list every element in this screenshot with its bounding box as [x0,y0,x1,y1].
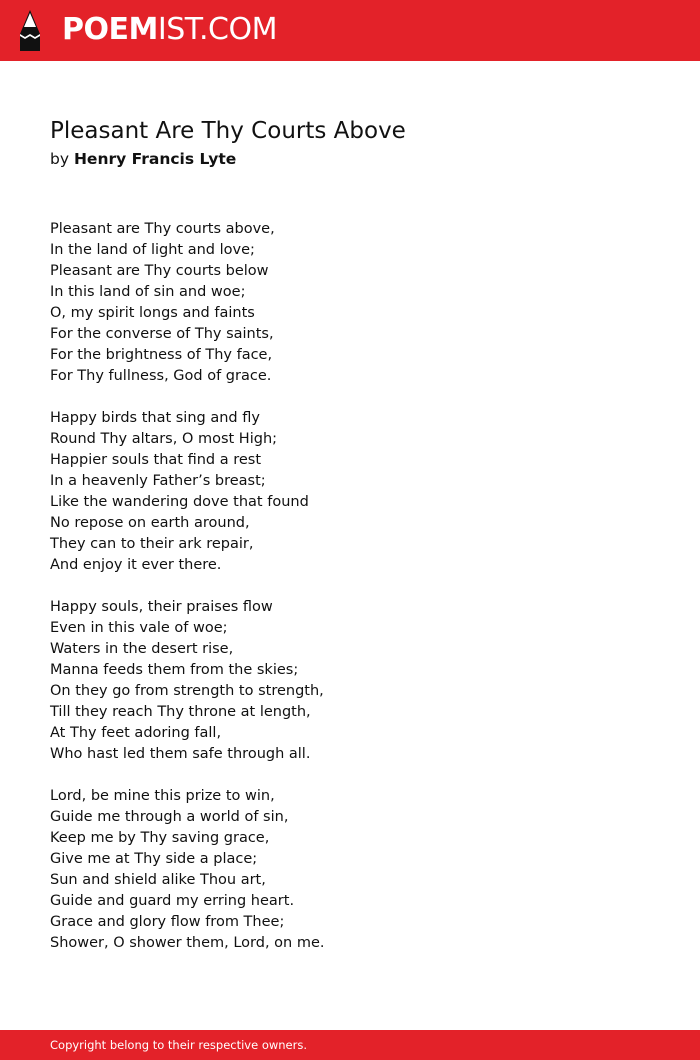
poem-line: At Thy feet adoring fall, [50,725,222,741]
poem-line: They can to their ark repair, [50,536,254,552]
poem-line: O, my spirit longs and faints [50,305,255,321]
poem-line: In this land of sin and woe; [50,284,246,300]
site-header [0,0,700,61]
poem-body [50,219,650,975]
copyright-text: Copyright belong to their respective owners. [50,1038,308,1052]
poem-line: On they go from strength to strength, [50,683,324,699]
poem-line: In a heavenly Father’s breast; [50,473,266,489]
poem-stanza [50,786,650,954]
pencil-icon [17,10,43,51]
author-name: Henry Francis Lyte [73,150,237,168]
poem-line: For the brightness of Thy face, [50,347,273,363]
site-footer [0,1030,700,1060]
site-logo[interactable] [62,12,277,48]
poem-line: In the land of light and love; [50,242,255,258]
poem-line: Happy birds that sing and fly [50,410,260,426]
poem-stanza [50,597,650,765]
poem-line: No repose on earth around, [50,515,250,531]
poem-line: Till they reach Thy throne at length, [50,704,311,720]
logo-light-text: IST.COM [157,12,277,47]
poem-line: Guide me through a world of sin, [50,809,289,825]
poem-line: Like the wandering dove that found [50,494,309,510]
poem-line: Guide and guard my erring heart. [50,893,295,909]
poem-line: Pleasant are Thy courts above, [50,221,275,237]
poem-line: Who hast led them safe through all. [50,746,311,762]
poem-line: Round Thy altars, O most High; [50,431,278,447]
poem-title: Pleasant Are Thy Courts Above [50,118,406,144]
poem-line: Pleasant are Thy courts below [50,263,269,279]
poem-line: Manna feeds them from the skies; [50,662,299,678]
byline [50,149,236,169]
poem-line: Keep me by Thy saving grace, [50,830,270,846]
by-label: by [50,150,70,168]
poem-line: Shower, O shower them, Lord, on me. [50,935,325,951]
poem-stanza [50,408,650,576]
logo-bold-text: POEM [62,12,158,47]
poem-line: For Thy fullness, God of grace. [50,368,272,384]
poem-line: Grace and glory flow from Thee; [50,914,285,930]
poem-line: And enjoy it ever there. [50,557,222,573]
poem-stanza [50,219,650,387]
poem-line: Happy souls, their praises flow [50,599,273,615]
poem-line: Waters in the desert rise, [50,641,234,657]
poem-line: Even in this vale of woe; [50,620,228,636]
poem-line: Lord, be mine this prize to win, [50,788,275,804]
poem-line: Give me at Thy side a place; [50,851,258,867]
poem-line: Sun and shield alike Thou art, [50,872,266,888]
poem-line: For the converse of Thy saints, [50,326,274,342]
poem-line: Happier souls that find a rest [50,452,262,468]
